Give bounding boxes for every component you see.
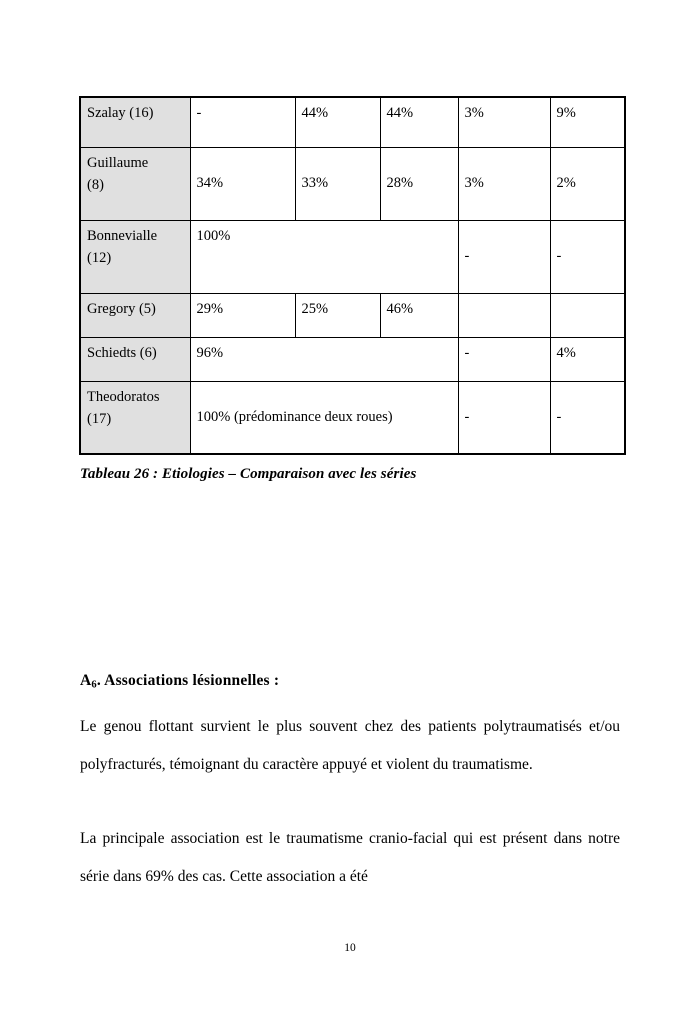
row-label-bonnevialle	[80, 220, 190, 293]
row-label-bonnevialle-line2: (12)	[87, 249, 112, 266]
table-row	[80, 293, 625, 337]
cell-szalay-c4: 44%	[380, 97, 458, 147]
row-label-theodoratos	[80, 381, 190, 454]
cell-guillaume-c4: 28%	[380, 147, 458, 220]
row-label-szalay: Szalay (16)	[80, 97, 190, 147]
cell-szalay-c3: 44%	[295, 97, 380, 147]
cell-theodoratos-c5: -	[458, 381, 550, 454]
cell-gregory-c3: 25%	[295, 293, 380, 337]
table-row	[80, 381, 625, 454]
row-label-guillaume-line1: Guillaume	[87, 154, 149, 171]
section-heading-associations-lesionnelles	[80, 672, 279, 691]
heading-text: . Associations lésionnelles :	[96, 672, 280, 689]
heading-prefix: A	[80, 672, 92, 689]
row-label-theodoratos-line1: Theodoratos	[87, 388, 160, 405]
cell-gregory-c2: 29%	[190, 293, 295, 337]
cell-szalay-c5: 3%	[458, 97, 550, 147]
body-paragraph-1: Le genou flottant survient le plus souvent chez des patients polytraumatisés et/ou polyfracturés, témoignant du caractère appuyé et violent du traumatisme.	[80, 718, 620, 773]
row-label-schiedts: Schiedts (6)	[80, 337, 190, 381]
cell-theodoratos-merged: 100% (prédominance deux roues)	[190, 381, 458, 454]
table-row	[80, 337, 625, 381]
table-caption: Tableau 26 : Etiologies – Comparaison avec les séries	[80, 466, 417, 482]
cell-gregory-c6	[550, 293, 625, 337]
etiologies-comparison-table	[79, 96, 626, 455]
row-label-theodoratos-line2: (17)	[87, 410, 112, 427]
cell-schiedts-c6: 4%	[550, 337, 625, 381]
cell-guillaume-c6: 2%	[550, 147, 625, 220]
row-label-guillaume-line2: (8)	[87, 176, 104, 193]
row-label-gregory: Gregory (5)	[80, 293, 190, 337]
cell-szalay-c2: -	[190, 97, 295, 147]
cell-bonnevialle-c5: -	[458, 220, 550, 293]
cell-guillaume-c5: 3%	[458, 147, 550, 220]
cell-schiedts-c5: -	[458, 337, 550, 381]
table-row	[80, 220, 625, 293]
body-paragraph-2: La principale association est le traumatisme cranio-facial qui est présent dans notre série dans 69% des cas. Cette association a été	[80, 830, 620, 885]
heading-subscript: 6	[91, 679, 97, 691]
etiologies-comparison-table-container	[79, 96, 624, 455]
cell-schiedts-merged: 96%	[190, 337, 458, 381]
row-label-guillaume	[80, 147, 190, 220]
table-row	[80, 147, 625, 220]
cell-gregory-c5	[458, 293, 550, 337]
cell-guillaume-c3: 33%	[295, 147, 380, 220]
row-label-bonnevialle-line1: Bonnevialle	[87, 227, 158, 244]
table-row	[80, 97, 625, 147]
page-number: 10	[344, 942, 356, 954]
cell-bonnevialle-c6: -	[550, 220, 625, 293]
cell-szalay-c6: 9%	[550, 97, 625, 147]
cell-gregory-c4: 46%	[380, 293, 458, 337]
cell-guillaume-c2: 34%	[190, 147, 295, 220]
cell-bonnevialle-merged: 100%	[190, 220, 458, 293]
cell-theodoratos-c6: -	[550, 381, 625, 454]
